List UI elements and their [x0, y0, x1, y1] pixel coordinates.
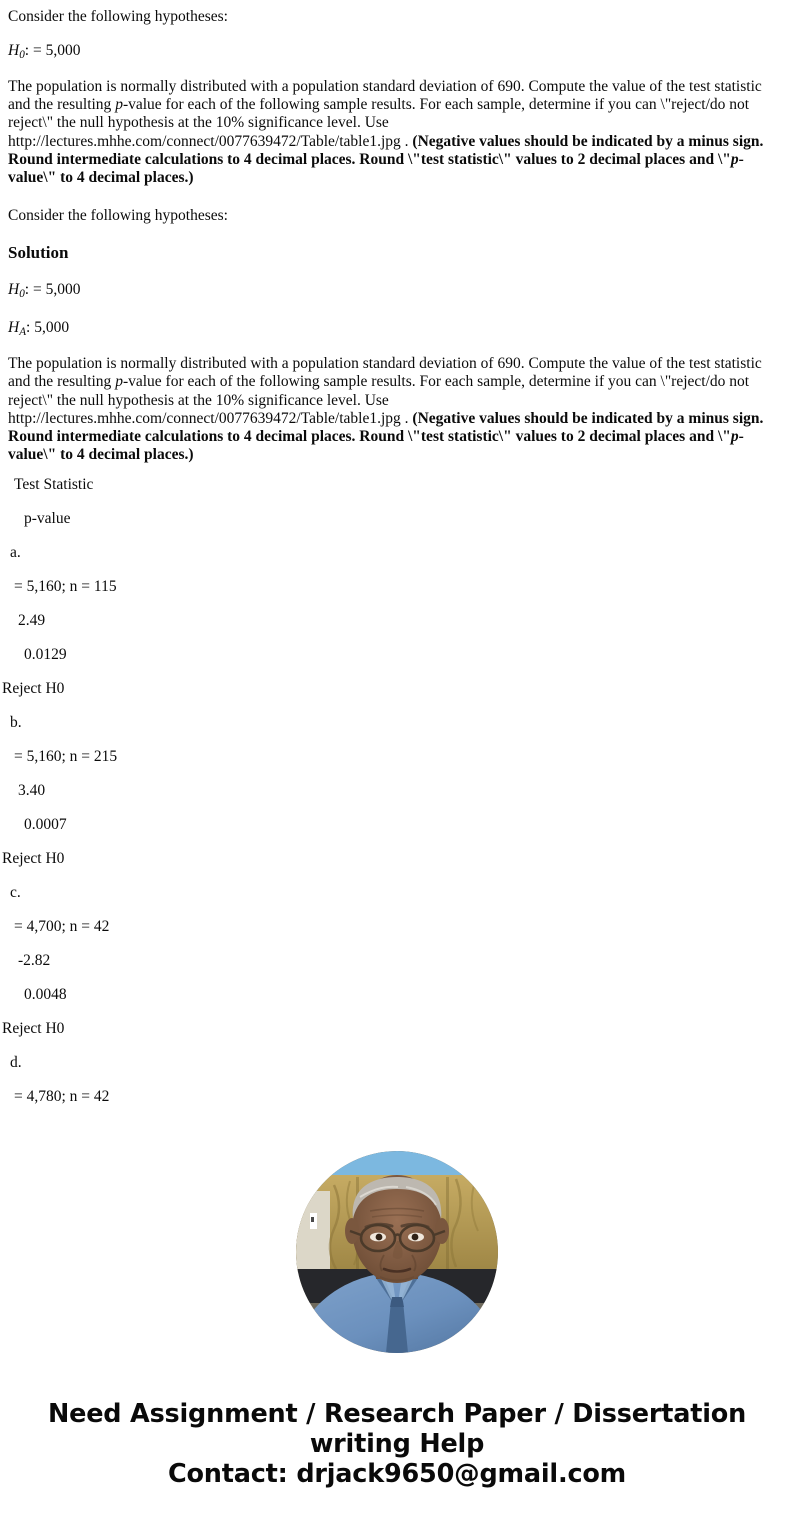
null-hypothesis-line-1: [0, 42, 794, 60]
body2-part-2: -value for each of the following sample results. For each sample, determine if you can \"reject/do not reject\" the null hypothesis at the 10% significance level. Use http://lectures.mhhe.com/connect/0077639472/Table/table1.jpg .: [8, 373, 750, 427]
gap-7: [0, 337, 794, 355]
body2-bold-1: (Negative values should be indicated by a minus sign. Round intermediate calculations to 4 decimal places. Round \"test statistic\" values to 2 decimal places and \": [8, 409, 764, 446]
profile-photo: [296, 1151, 498, 1353]
answer-p-value-c: 0.0048: [24, 986, 67, 1004]
answers-header-test-statistic: Test Statistic: [14, 476, 94, 494]
row-gap: [0, 732, 794, 748]
answer-label-c: c.: [10, 884, 21, 902]
row-gap: [0, 1038, 794, 1054]
bottom-spacer: [0, 1489, 794, 1521]
footer-advert: [0, 1399, 794, 1489]
body-part-1: The population is normally distributed with a population standard deviation of 690. Compute the value of the test statistic and the resulting: [8, 78, 762, 114]
null-hypothesis-symbol-2: H: [8, 281, 20, 299]
gap-3: [0, 187, 794, 207]
answer-test-statistic-b: 3.40: [18, 782, 46, 800]
body-bold-italic-p-1: p: [730, 150, 739, 168]
null-hypothesis-symbol: H: [8, 42, 20, 59]
answer-decision-b: Reject H0: [2, 850, 65, 868]
alternative-hypothesis-symbol: H: [8, 319, 20, 337]
profile-photo-graphic: [296, 1151, 498, 1353]
profile-photo-container: [0, 1151, 794, 1353]
row-gap: [0, 562, 794, 578]
body-paragraph-1: [0, 78, 794, 187]
gap-6: [0, 299, 794, 319]
footer-line-1: Need Assignment / Research Paper / Dissertation: [47, 1399, 747, 1430]
row-gap: [0, 664, 794, 680]
null-hypothesis-value-2: : = 5,000: [24, 281, 81, 299]
answer-p-value-a: 0.0129: [24, 646, 67, 664]
null-hypothesis-line-2: [0, 281, 794, 299]
body-paragraph-2: [0, 355, 794, 464]
answer-test-statistic-c: -2.82: [18, 952, 51, 970]
answer-sample-a: = 5,160; n = 115: [14, 578, 117, 596]
gap-1: [0, 26, 794, 42]
row-gap: [0, 698, 794, 714]
body2-bold-italic-p: p: [730, 428, 739, 446]
row-gap: [0, 596, 794, 612]
null-hypothesis-subscript-2: 0: [19, 288, 25, 301]
body2-bold-2: -value\" to 4 decimal places.): [8, 428, 744, 464]
row-gap: [0, 970, 794, 986]
body-bold-2: -value\" to 4 decimal places.): [8, 150, 744, 187]
answer-label-d: d.: [10, 1054, 22, 1072]
answer-p-value-b: 0.0007: [24, 816, 67, 834]
row-gap: [0, 494, 794, 510]
null-hypothesis-value: : = 5,000: [24, 42, 81, 59]
null-hypothesis-subscript: 0: [19, 49, 25, 62]
footer-line-3: Contact: drjack9650@gmail.com: [167, 1459, 627, 1490]
italic-p-2: p: [115, 373, 123, 391]
row-gap: [0, 1004, 794, 1020]
answers-block: [0, 476, 794, 1106]
footer-line-2: writing Help: [309, 1429, 485, 1460]
answers-header-p-value: p-value: [24, 510, 71, 528]
alternative-hypothesis-subscript: A: [19, 326, 27, 339]
row-gap: [0, 800, 794, 816]
row-gap: [0, 834, 794, 850]
row-gap: [0, 766, 794, 782]
gap-5: [0, 263, 794, 281]
row-gap: [0, 1072, 794, 1088]
top-spacer: [0, 0, 794, 8]
row-gap: [0, 528, 794, 544]
row-gap: [0, 936, 794, 952]
gap-8: [0, 464, 794, 476]
answer-sample-b: = 5,160; n = 215: [14, 748, 118, 766]
body-part-2: -value for each of the following sample results. For each sample, determine if you can \"reject/do not reject\" the null hypothesis at the 10% significance level. Use http://lectures.mhhe.com/connect/0077639472/Table/table1.jpg .: [8, 96, 750, 150]
intro-line-2: Consider the following hypotheses:: [8, 207, 228, 225]
gap-4: [0, 225, 794, 243]
answer-label-a: a.: [10, 544, 21, 562]
italic-p-1: p: [115, 96, 123, 114]
alternative-hypothesis-line: [0, 319, 794, 337]
answer-sample-c: = 4,700; n = 42: [14, 918, 110, 936]
body-bold-1: (Negative values should be indicated by a minus sign. Round intermediate calculations to 4 decimal places. Round \"test statistic\" values to 2 decimal places and \": [8, 132, 764, 168]
answer-decision-c: Reject H0: [2, 1020, 65, 1038]
intro-line-1: Consider the following hypotheses:: [8, 8, 228, 25]
alternative-hypothesis-value: : 5,000: [26, 319, 70, 337]
row-gap: [0, 868, 794, 884]
answer-sample-d: = 4,780; n = 42: [14, 1088, 110, 1106]
body2-part-1: The population is normally distributed with a population standard deviation of 690. Compute the value of the test statistic and the resulting: [8, 355, 762, 391]
solution-heading: Solution: [8, 243, 69, 263]
answer-label-b: b.: [10, 714, 22, 732]
answer-test-statistic-a: 2.49: [18, 612, 46, 630]
row-gap: [0, 630, 794, 646]
gap-2: [0, 60, 794, 78]
answer-decision-a: Reject H0: [2, 680, 65, 698]
row-gap: [0, 902, 794, 918]
